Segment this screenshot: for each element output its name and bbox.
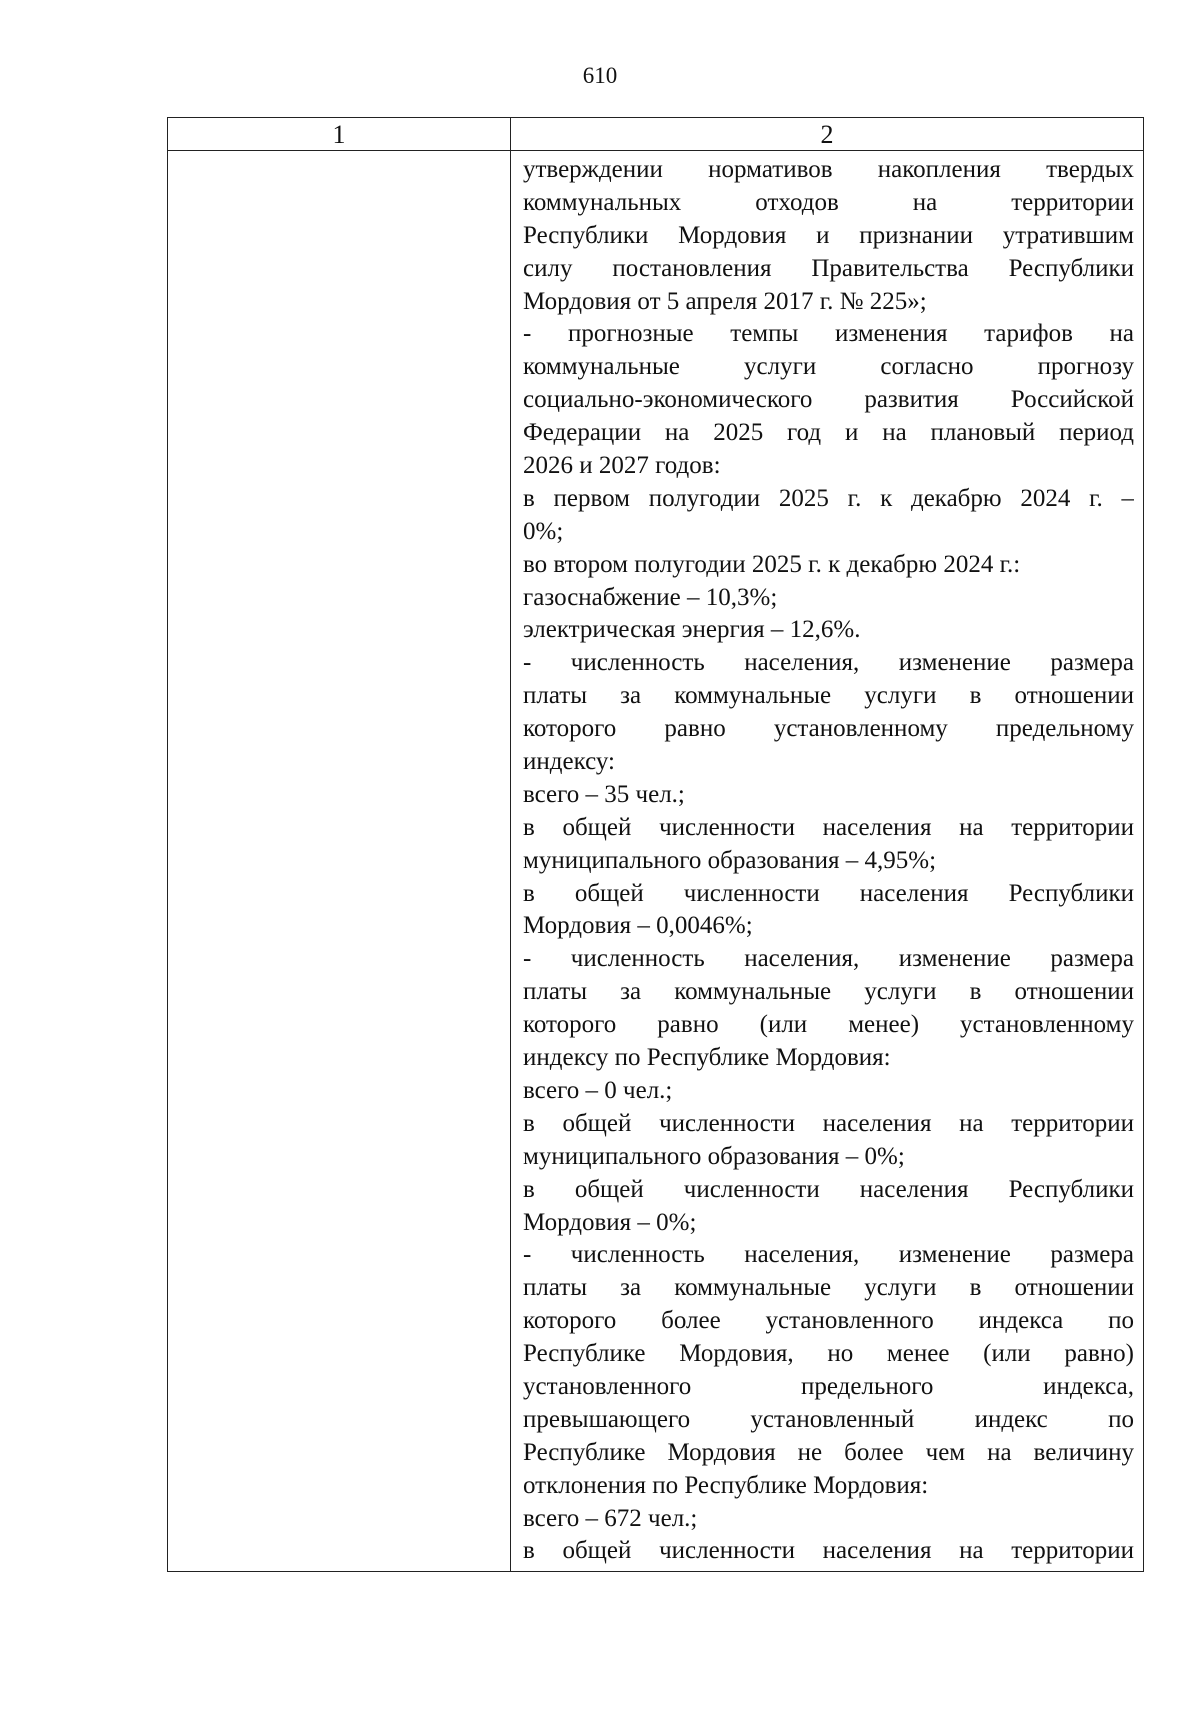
text-line: отклонения по Республике Мордовия:	[523, 1471, 929, 1499]
text-line: индексу по Республике Мордовия:	[523, 1044, 891, 1072]
text-line: которого равно установленному предельному	[523, 715, 1134, 743]
text-line: газоснабжение – 10,3%;	[523, 583, 778, 611]
text-line: - численность населения, изменение размера	[523, 1241, 1134, 1269]
page-number: 610	[582, 63, 618, 88]
text-line: муниципального образования – 4,95%;	[523, 846, 937, 874]
text-line: всего – 35 чел.;	[523, 780, 685, 808]
column-divider	[510, 118, 511, 1571]
document-table	[167, 117, 1144, 1572]
text-line: муниципального образования – 0%;	[523, 1142, 905, 1170]
text-line: установленного предельного индекса,	[523, 1372, 1134, 1400]
text-line: в общей численности населения Республики	[523, 1175, 1134, 1203]
text-line: утверждении нормативов накопления твердых	[523, 156, 1134, 183]
text-line: во втором полугодии 2025 г. к декабрю 2024 г.:	[523, 550, 1021, 578]
text-line: 0%;	[523, 517, 564, 545]
column-header-1: 1	[332, 120, 346, 149]
text-line: Федерации на 2025 год и на плановый период	[523, 419, 1134, 447]
text-line: индексу:	[523, 748, 615, 776]
text-line: Мордовия от 5 апреля 2017 г. № 225»;	[523, 287, 927, 315]
text-line: силу постановления Правительства Республики	[523, 254, 1134, 282]
text-line: 2026 и 2027 годов:	[523, 452, 721, 480]
text-line: Республике Мордовия не более чем на величину	[523, 1438, 1134, 1466]
column-2-text	[523, 154, 1134, 1568]
text-line: коммунальных отходов на территории	[523, 188, 1134, 216]
text-line: Республики Мордовия и признании утратившим	[523, 221, 1134, 249]
text-line: - численность населения, изменение размера	[523, 945, 1134, 973]
text-line: в общей численности населения на территории	[523, 1537, 1134, 1565]
text-line: платы за коммунальные услуги в отношении	[523, 1274, 1134, 1302]
text-line: в общей численности населения Республики	[523, 879, 1134, 907]
text-line: в первом полугодии 2025 г. к декабрю 2024 г. –	[523, 484, 1134, 512]
text-line: коммунальные услуги согласно прогнозу	[523, 353, 1134, 381]
text-line: платы за коммунальные услуги в отношении	[523, 978, 1134, 1006]
text-line: Республике Мордовия, но менее (или равно)	[523, 1340, 1134, 1368]
text-line: Мордовия – 0%;	[523, 1208, 697, 1236]
text-line: - прогнозные темпы изменения тарифов на	[523, 320, 1134, 348]
text-line: которого равно (или менее) установленному	[523, 1011, 1134, 1039]
text-line: всего – 672 чел.;	[523, 1504, 698, 1532]
text-line: - численность населения, изменение размера	[523, 649, 1134, 677]
text-line: в общей численности населения на территории	[523, 1109, 1134, 1137]
text-line: Мордовия – 0,0046%;	[523, 912, 753, 940]
text-line: в общей численности населения на территории	[523, 813, 1134, 841]
text-line: электрическая энергия – 12,6%.	[523, 616, 861, 644]
column-header-2: 2	[820, 120, 834, 149]
text-line: которого более установленного индекса по	[523, 1307, 1134, 1335]
text-line: всего – 0 чел.;	[523, 1076, 673, 1104]
text-line: социально-экономического развития Российской	[523, 386, 1134, 414]
text-line: платы за коммунальные услуги в отношении	[523, 682, 1134, 710]
table-header-row	[168, 118, 1143, 151]
text-line: превышающего установленный индекс по	[523, 1405, 1134, 1433]
